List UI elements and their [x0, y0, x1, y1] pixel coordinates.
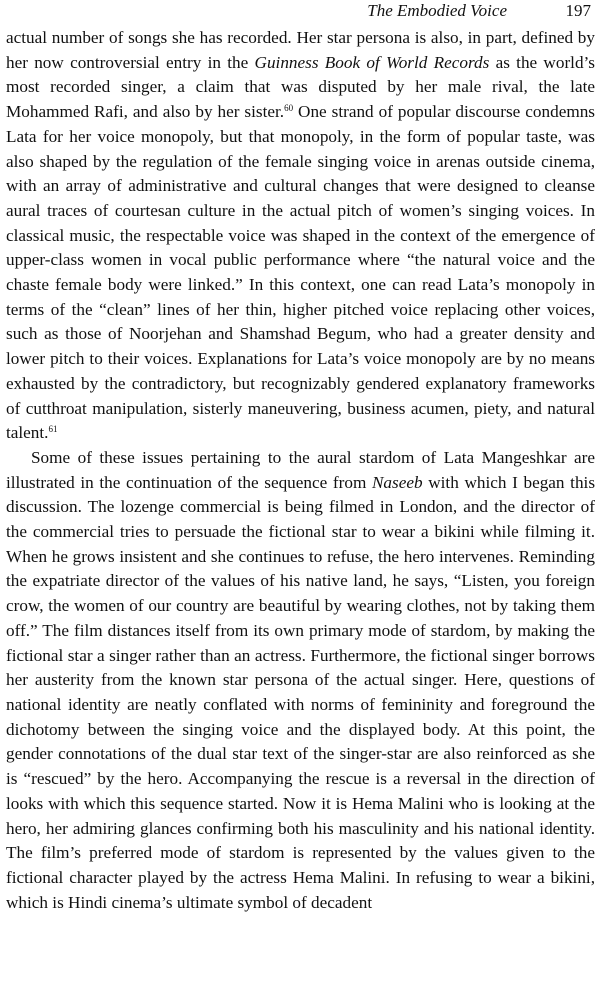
body-text	[6, 26, 595, 915]
running-head	[6, 0, 595, 26]
text-run: actual number of songs she has recorded. Her star persona is also, in part, defined by her now controversial entry in the	[6, 28, 595, 72]
paragraph-2	[6, 446, 595, 915]
footnote-marker: 61	[48, 424, 58, 435]
text-run: with which I began this discussion. The lozenge commercial is being filmed in London, and the director of the commercial tries to persuade the fictional star to wear a bikini while filming it. When he grows insistent and she continues to refuse, the hero intervenes. Reminding the expatriate director of the values of his native land, he says, “Listen, you foreign crow, the women of our country are beautiful by wearing clothes, not by taking them off.” The film distances itself from its own primary mode of stardom, by making the fictional star a singer rather than an actress. Furthermore, the fictional singer borrows her austerity from the known star persona of the actual singer. Here, questions of national identity are neatly conflated with norms of femininity and foreground the dichotomy between the singing voice and the displayed body. At this point, the gender connotations of the dual star text of the singer-star are also reinforced as she is “rescued” by the hero. Accompanying the rescue is a reversal in the direction of looks with which this sequence started. Now it is Hema Malini who is looking at the hero, her admiring glances confirming both his masculinity and his national identity. The film’s preferred mode of stardom is represented by the values given to the fictional character played by the actress Hema Malini. In refusing to wear a bikini, which is Hindi cinema’s ultimate symbol of decadent	[6, 472, 596, 912]
running-title: The Embodied Voice	[367, 1, 507, 20]
italic-title: Guinness Book of World Records	[254, 52, 490, 72]
footnote-marker: 60	[284, 103, 294, 114]
paragraph-1	[6, 26, 595, 446]
page-number: 197	[565, 1, 591, 20]
text-run: Some of these issues pertaining to the aural stardom of Lata Mangeshkar are illustrated in the continuation of the sequence from	[6, 447, 595, 492]
text-run: One strand of popular discourse condemns Lata for her voice monopoly, but that monopoly, in the form of popular taste, was also shaped by the regulation of the female singing voice in arenas outside cinema, with an array of administrative and cultural changes that were designed to cleanse aural traces of courtesan culture in the actual pitch of women’s singing voices. In classical music, the respectable voice was shaped in the context of the emergence of upper-class women in vocal public performance where “the natural voice and the chaste female body were linked.” In this context, one can read Lata’s monopoly in terms of the “clean” lines of her thin, higher pitched voice replacing other voices, such as those of Noorjehan and Shamshad Begum, who had a greater density and lower pitch to their voices. Explanations for Lata’s voice monopoly are by no means exhausted by the contradictory, but recognizably gendered explanatory frameworks of cutthroat manipulation, sisterly maneuvering, business acumen, piety, and natural talent.	[6, 102, 595, 443]
text-run: as the world’s most recorded singer, a claim that was disputed by her male rival, the late Mohammed Rafi, and also by her sister.	[6, 52, 595, 122]
italic-title: Naseeb	[371, 472, 423, 492]
